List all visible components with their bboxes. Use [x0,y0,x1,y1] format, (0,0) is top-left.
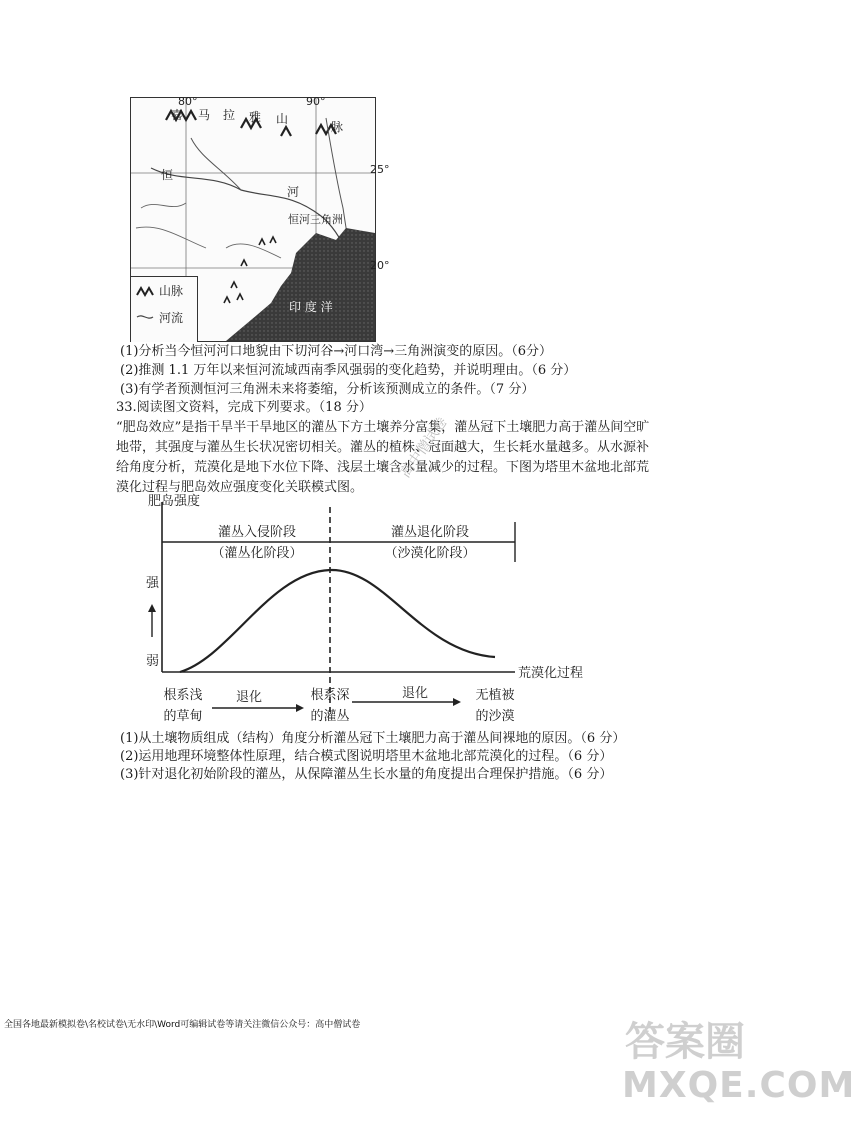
delta-label: 恒河三角洲 [288,213,343,226]
bottom-meadow [150,685,216,727]
q32-sub1: (1)分析当今恒河河口地貌由下切河谷→河口湾→三角洲演变的原因。（6分） [120,344,552,359]
himalaya-label-char: 山 [276,112,289,126]
paragraph-line: 给角度分析，荒漠化是地下水位下降、浅层土壤含水量减少的过程。下图为塔里木盆地北部荒 [116,460,650,475]
legend-river-label: 河流 [159,311,184,325]
legend-mountain-label: 山脉 [159,284,184,298]
himalaya-label-char: 雅 [249,110,262,124]
y-axis-label: 肥岛强度 [148,494,201,509]
q33-sub1: (1)从土壤物质组成（结构）角度分析灌丛冠下土壤肥力高于灌丛间裸地的原因。（6 分） [120,731,626,746]
ganges-map [130,97,376,342]
stage-invasion [202,522,312,564]
fertility-curve [180,570,495,672]
himalaya-label-char: 喜 [171,108,184,122]
strong-label: 强 [146,576,160,591]
watermark-diagonal: 高中僧试卷 [397,414,451,481]
bottom-meadow-line2: 的草甸 [163,709,203,724]
bottom-shrub-line2: 的灌丛 [310,709,350,724]
weak-label: 弱 [146,654,160,669]
strength-arrowhead [148,604,156,612]
stage-invasion-subtitle: （灌丛化阶段） [211,546,303,561]
himalaya-label-char: 马 [198,108,211,122]
degrade-label-2: 退化 [402,686,429,701]
ocean-label: 印 度 洋 [289,300,333,314]
fertility-island-chart [120,482,620,732]
footer-note: 全国各地最新模拟卷\名校试卷\无水印\Word可编辑试卷等请关注微信公众号：高中僧试卷 [4,1020,361,1030]
bottom-desert-line1: 无植被 [475,688,515,703]
paragraph-line: 地带，其强度与灌丛生长状况密切相关。灌丛的植株、冠面越大，生长耗水量越多。从水源补 [116,440,650,455]
bottom-desert-line2: 的沙漠 [475,709,515,724]
himalaya-label-char: 拉 [223,108,236,122]
q33-header: 33.阅读图文资料，完成下列要求。（18 分） [116,400,372,415]
lat-25-label: 25° [370,163,390,176]
watermark-logo: 答案圈 [625,1019,745,1065]
himalaya-label-char: 脉 [331,120,344,134]
q32-sub3: (3)有学者预测恒河三角洲未来将萎缩，分析该预测成立的条件。（7 分） [120,382,535,397]
bottom-shrub-line1: 根系深 [310,688,350,703]
paragraph-line: 漠化过程与肥岛效应强度变化关联模式图。 [116,480,364,495]
paragraph-line: “肥岛效应”是指干旱半干旱地区的灌丛下方土壤养分富集，灌丛冠下土壤肥力高于灌丛间空旷 [116,420,650,435]
lon-90-label: 90° [306,95,326,108]
x-axis-label: 荒漠化过程 [518,666,584,681]
stage-degradation-title: 灌丛退化阶段 [390,525,469,540]
ganges-label-char: 河 [287,185,300,199]
bottom-desert [465,685,525,727]
lon-80-label: 80° [178,95,198,108]
watermark-site: MXQE.COM [622,1065,855,1106]
q33-sub3: (3)针对退化初始阶段的灌丛，从保障灌丛生长水量的角度提出合理保护措施。（6 分） [120,767,613,782]
stage-degradation [375,522,485,564]
stage-degradation-subtitle: （沙漠化阶段） [384,546,476,561]
lat-20-label: 20° [370,259,390,272]
map-legend [131,276,198,342]
ganges-label-char: 恒 [161,168,174,182]
degrade-label-1: 退化 [236,690,263,705]
q33-sub2: (2)运用地理环境整体性原理，结合模式图说明塔里木盆地北部荒漠化的过程。（6 分） [120,749,613,764]
bottom-meadow-line1: 根系浅 [163,688,203,703]
bottom-shrub [300,685,360,727]
stage-invasion-title: 灌丛入侵阶段 [217,525,296,540]
q32-sub2: (2)推测 1.1 万年以来恒河流域西南季风强弱的变化趋势，并说明理由。（6 分） [120,363,577,378]
